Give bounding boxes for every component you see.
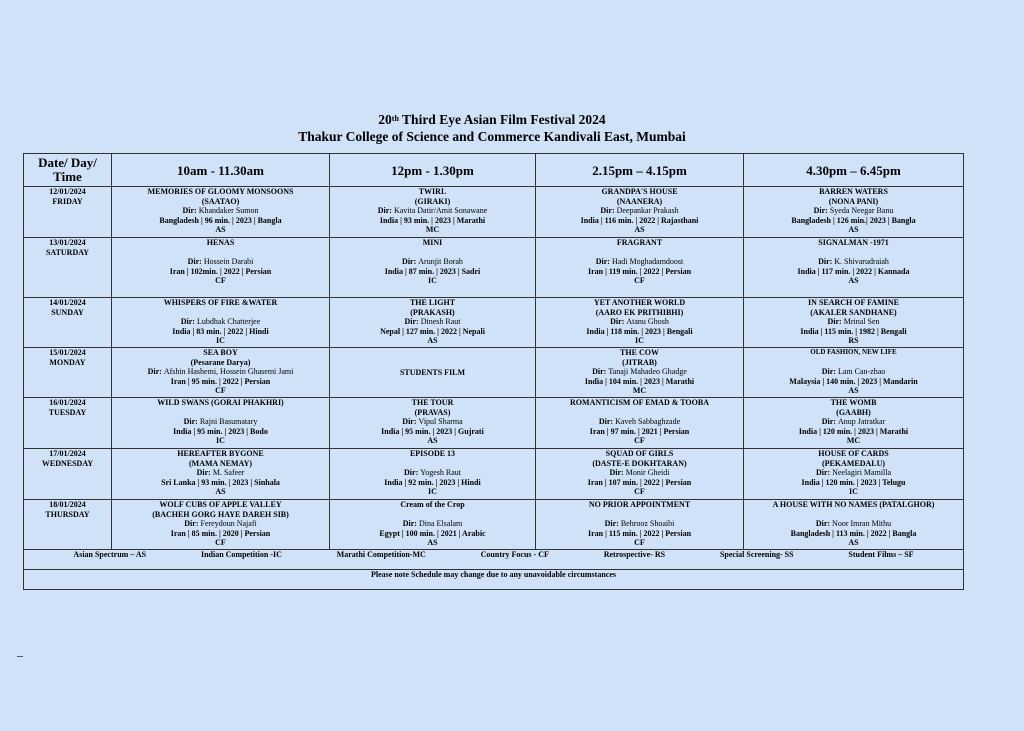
film-info: Nepal | 127 min. | 2022 | Nepali xyxy=(380,326,485,336)
film-info: Iran | 119 min. | 2022 | Persian xyxy=(587,266,692,276)
film-alt-title: (GAABH) xyxy=(836,407,871,417)
film-category-code: CF xyxy=(215,538,226,547)
title-text: Third Eye Asian Film Festival 2024 xyxy=(398,112,606,127)
film-info: India | 92 min. | 2023 | Hindi xyxy=(384,477,481,487)
film-info: India | 118 min. | 2023 | Bengali xyxy=(586,326,693,336)
director-name: Lam Can-zhao xyxy=(837,367,886,376)
film-cell xyxy=(744,348,964,398)
director-label: Dir: xyxy=(402,257,417,266)
film-director xyxy=(330,206,535,216)
film-info: Iran | 97 min. | 2021 | Persian xyxy=(589,426,690,436)
film-info: India | 95 min. | 2023 | Gujrati xyxy=(381,426,484,436)
film-cell xyxy=(112,398,330,449)
film-director xyxy=(744,317,963,327)
slot1-column-header: 10am - 11.30am xyxy=(112,154,330,187)
legend-row xyxy=(24,550,964,570)
film-cell xyxy=(112,348,330,398)
film-info: India | 87 min. | 2023 | Sadri xyxy=(384,266,481,276)
film-cell xyxy=(536,398,744,449)
film-cell xyxy=(744,238,964,298)
legend xyxy=(24,550,963,560)
film-category-code: CF xyxy=(634,487,645,496)
film-cell xyxy=(536,187,744,238)
date-text: 14/01/2024 xyxy=(49,298,86,307)
director-name: M. Safeer xyxy=(212,468,245,477)
film-cell xyxy=(744,500,964,550)
date-cell xyxy=(24,348,112,398)
director-label: Dir: xyxy=(402,417,417,426)
legend-item: Student Films – SF xyxy=(848,550,914,559)
film-director xyxy=(330,468,535,478)
film-info: Bangladesh | 96 min. | 2023 | Bangla xyxy=(159,215,282,225)
film-category-code: AS xyxy=(848,538,859,547)
film-category-code: AS xyxy=(848,276,859,285)
film-cell xyxy=(330,449,536,500)
director-name: Afshin Hashemi, Hossein Ghasemi Jami xyxy=(163,367,294,376)
film-info: Sri Lanka | 93 min. | 2023 | Sinhala xyxy=(161,477,280,487)
festival-title xyxy=(0,112,984,128)
date-cell xyxy=(24,398,112,449)
film-title: Cream of the Crop xyxy=(400,500,465,509)
film-category-code: IC xyxy=(428,487,437,496)
slot3-column-header: 2.15pm – 4.15pm xyxy=(536,154,744,187)
film-category-code: CF xyxy=(634,436,645,445)
director-name: Lubdhak Chatterjee xyxy=(196,317,261,326)
director-label: Dir: xyxy=(813,206,828,215)
film-category-code: CF xyxy=(634,538,645,547)
film-director xyxy=(330,519,535,529)
director-name: Kaveh Sabbaghzade xyxy=(615,417,681,426)
film-cell xyxy=(330,500,536,550)
film-alt-title xyxy=(330,248,535,258)
film-cell xyxy=(536,348,744,398)
film-category-code: CF xyxy=(634,276,645,285)
film-alt-title xyxy=(330,459,535,469)
film-title: YET ANOTHER WORLD xyxy=(593,298,686,307)
film-cell xyxy=(112,298,330,348)
film-cell xyxy=(744,298,964,348)
film-title: THE LIGHT xyxy=(409,298,456,307)
date-text: 15/01/2024 xyxy=(49,348,86,357)
film-title: FRAGRANT xyxy=(616,238,663,247)
film-alt-title xyxy=(112,308,329,318)
schedule-row xyxy=(24,449,964,500)
film-alt-title: (JITRAB) xyxy=(622,357,657,367)
film-title: OLD FASHION, NEW LIFE xyxy=(810,348,897,356)
film-info: Iran | 102min. | 2022 | Persian xyxy=(169,266,272,276)
film-director xyxy=(536,367,743,377)
film-alt-title xyxy=(330,510,535,520)
date-column-header: Date/ Day/ Time xyxy=(24,154,112,187)
schedule-table xyxy=(23,153,964,590)
film-alt-title: (GIRAKI) xyxy=(414,196,451,206)
director-label: Dir: xyxy=(183,417,198,426)
film-director xyxy=(330,417,535,427)
film-info: India | 95 min. | 2023 | Bodo xyxy=(173,426,268,436)
film-cell xyxy=(744,449,964,500)
film-title: A HOUSE WITH NO NAMES (PATALGHOR) xyxy=(772,500,935,509)
director-label: Dir: xyxy=(595,257,610,266)
film-cell xyxy=(744,398,964,449)
schedule-row xyxy=(24,238,964,298)
film-info: Egypt | 100 min. | 2021 | Arabic xyxy=(379,528,486,538)
director-label: Dir: xyxy=(815,519,831,528)
director-name: Deepankar Prakash xyxy=(616,206,679,215)
director-label: Dir: xyxy=(377,206,392,215)
director-label: Dir: xyxy=(827,317,842,326)
director-name: Kavita Datir/Amit Sonawane xyxy=(393,206,488,215)
date-text: 17/01/2024 xyxy=(49,449,86,458)
director-name: K. Shivarudraiah xyxy=(834,257,889,266)
film-info: India | 120 min. | 2023 | Telugu xyxy=(801,477,906,487)
director-label: Dir: xyxy=(184,519,199,528)
film-category-code: AS xyxy=(427,538,438,547)
director-label: Dir: xyxy=(604,519,619,528)
film-alt-title xyxy=(744,510,963,520)
date-cell xyxy=(24,449,112,500)
date-text: 12/01/2024 xyxy=(49,187,86,196)
date-text: 13/01/2024 xyxy=(49,238,86,247)
director-name: Yogesh Raut xyxy=(420,468,461,477)
legend-cell xyxy=(24,550,964,570)
director-label: Dir: xyxy=(610,317,625,326)
film-title: ROMANTICISM OF EMAD & TOOBA xyxy=(570,398,709,407)
day-text: TUESDAY xyxy=(48,407,87,417)
day-text: SATURDAY xyxy=(45,247,90,257)
director-label: Dir: xyxy=(600,206,615,215)
director-label: Dir: xyxy=(815,468,831,477)
film-title: GRANDPA'S HOUSE xyxy=(601,187,678,196)
film-category-code: CF xyxy=(215,386,226,395)
film-title: SQUAD OF GIRLS xyxy=(605,449,674,458)
film-info: India | 116 min. | 2022 | Rajasthani xyxy=(580,215,699,225)
film-director xyxy=(744,367,963,377)
schedule-note: Please note Schedule may change due to any unavoidable circumstances xyxy=(24,570,964,590)
film-title: WHISPERS OF FIRE &WATER xyxy=(163,298,278,307)
film-info: India | 93 min. | 2023 | Marathi xyxy=(379,215,486,225)
film-category-code: MC xyxy=(425,225,440,234)
schedule-row xyxy=(24,298,964,348)
title-number: 20 xyxy=(378,112,392,127)
film-category-code: IC xyxy=(216,336,225,345)
film-title: WOLF CUBS OF APPLE VALLEY xyxy=(159,500,282,509)
film-director xyxy=(744,206,963,216)
day-text: SUNDAY xyxy=(51,307,84,317)
film-director xyxy=(744,468,963,478)
director-name: Syeda Neegar Banu xyxy=(829,206,894,215)
legend-item: Asian Spectrum – AS xyxy=(73,550,147,559)
film-alt-title: (PRAVAS) xyxy=(414,407,451,417)
director-label: Dir: xyxy=(821,417,836,426)
header-row xyxy=(24,154,964,187)
director-name: Rajni Basumatary xyxy=(199,417,258,426)
film-info: Bangladesh | 113 min. | 2022 | Bangla xyxy=(790,528,917,538)
film-category-code: MC xyxy=(632,386,647,395)
film-category-code: RS xyxy=(848,336,859,345)
director-label: Dir: xyxy=(187,257,202,266)
director-label: Dir: xyxy=(609,468,624,477)
film-director xyxy=(536,257,743,267)
film-info: Iran | 85 min. | 2020 | Persian xyxy=(170,528,271,538)
legend-item: Country Focus - CF xyxy=(480,550,549,559)
film-director xyxy=(112,417,329,427)
director-name: Hadi Moghadamdoost xyxy=(611,257,684,266)
film-cell xyxy=(112,500,330,550)
film-alt-title: (NAANERA) xyxy=(616,196,663,206)
film-cell xyxy=(330,398,536,449)
film-category-code: AS xyxy=(848,225,859,234)
page-header xyxy=(0,112,984,145)
schedule-row xyxy=(24,348,964,398)
day-text: FRIDAY xyxy=(52,196,83,206)
film-alt-title: (PEKAMEDALU) xyxy=(821,458,886,468)
film-cell xyxy=(330,298,536,348)
film-director xyxy=(112,317,329,327)
film-title: EPISODE 13 xyxy=(409,449,456,458)
day-text: MONDAY xyxy=(49,357,86,367)
director-name: Behrooz Shoaibi xyxy=(620,519,675,528)
film-alt-title: (AARO EK PRITHIBHI) xyxy=(595,307,684,317)
film-cell xyxy=(330,187,536,238)
film-cell xyxy=(536,449,744,500)
film-alt-title xyxy=(744,358,963,368)
film-cell xyxy=(744,187,964,238)
film-title: TWIRL xyxy=(418,187,447,196)
film-alt-title xyxy=(536,248,743,258)
director-name: Noor Imran Mithu xyxy=(832,519,892,528)
director-name: Vipul Sharma xyxy=(418,417,463,426)
film-title: HEREAFTER BYGONE xyxy=(177,449,264,458)
film-info: India | 120 min. | 2023 | Marathi xyxy=(798,426,909,436)
film-alt-title: (BACHEH GORG HAYE DAREH SIB) xyxy=(152,509,289,519)
film-director xyxy=(536,468,743,478)
film-category-code: CF xyxy=(215,276,226,285)
director-label: Dir: xyxy=(182,206,197,215)
film-category-code: AS xyxy=(427,336,438,345)
film-title: SIGNALMAN -1971 xyxy=(818,238,889,247)
director-label: Dir: xyxy=(592,367,607,376)
film-alt-title xyxy=(536,408,743,418)
film-cell xyxy=(112,238,330,298)
film-director xyxy=(744,519,963,529)
director-name: Monir Gheidi xyxy=(625,468,670,477)
film-category-code: AS xyxy=(427,436,438,445)
director-name: Hossein Darabi xyxy=(203,257,254,266)
film-director xyxy=(330,257,535,267)
film-title: NO PRIOR APPOINTMENT xyxy=(588,500,691,509)
film-info: India | 83 min. | 2022 | Hindi xyxy=(172,326,269,336)
film-director xyxy=(744,417,963,427)
film-title: THE COW xyxy=(620,348,659,357)
film-info: Iran | 107 min. | 2022 | Persian xyxy=(587,477,692,487)
film-director xyxy=(536,417,743,427)
director-label: Dir: xyxy=(180,317,195,326)
director-name: Anup Jatratkar xyxy=(837,417,886,426)
film-info: Bangladesh | 126 min.| 2023 | Bangla xyxy=(791,215,916,225)
film-category-code: AS xyxy=(634,225,645,234)
legend-item: Special Screening- SS xyxy=(719,550,794,559)
legend-item: Marathi Competition-MC xyxy=(336,550,426,559)
date-cell xyxy=(24,500,112,550)
film-cell xyxy=(112,187,330,238)
special-screening-cell: STUDENTS FILM xyxy=(330,348,536,398)
venue-subtitle: Thakur College of Science and Commerce Kandivali East, Mumbai xyxy=(298,129,686,144)
director-name: Fereydoun Najafi xyxy=(200,519,257,528)
film-info: Iran | 95 min. | 2022 | Persian xyxy=(170,376,271,386)
film-title: HENAS xyxy=(206,238,235,247)
film-category-code: MC xyxy=(846,436,861,445)
film-info: India | 117 min. | 2022 | Kannada xyxy=(797,266,910,276)
film-title: WILD SWANS (GORAI PHAKHRI) xyxy=(157,398,284,407)
director-name: Dinesh Raut xyxy=(420,317,461,326)
film-title: IN SEARCH OF FAMINE xyxy=(808,298,899,307)
film-category-code: IC xyxy=(635,336,644,345)
director-label: Dir: xyxy=(147,367,162,376)
day-text: WEDNESDAY xyxy=(41,458,94,468)
film-title: SEA BOY xyxy=(203,348,238,357)
day-text: THURSDAY xyxy=(45,509,90,519)
film-alt-title: (Pesarane Darya) xyxy=(190,357,251,367)
schedule-row xyxy=(24,398,964,449)
director-name: Mrinal Sen xyxy=(843,317,880,326)
film-alt-title: (AKALER SANDHANE) xyxy=(810,307,897,317)
film-info: Iran | 115 min. | 2022 | Persian xyxy=(587,528,692,538)
director-label: Dir: xyxy=(598,417,614,426)
legend-item: Retrospective- RS xyxy=(603,550,666,559)
film-category-code: IC xyxy=(216,436,225,445)
director-name: Khandaker Sumon xyxy=(198,206,259,215)
director-label: Dir: xyxy=(402,519,417,528)
film-alt-title: (PRAKASH) xyxy=(410,307,455,317)
director-label: Dir: xyxy=(821,367,836,376)
date-text: 18/01/2024 xyxy=(49,500,86,509)
film-info: India | 115 min. | 1982 | Bengali xyxy=(800,326,907,336)
date-cell xyxy=(24,238,112,298)
date-cell xyxy=(24,187,112,238)
film-director xyxy=(112,468,329,478)
date-text: 16/01/2024 xyxy=(49,398,86,407)
film-director xyxy=(112,206,329,216)
film-director xyxy=(744,257,963,267)
film-alt-title: (SAATAO) xyxy=(201,196,240,206)
film-cell xyxy=(536,500,744,550)
schedule-row xyxy=(24,500,964,550)
director-label: Dir: xyxy=(404,317,419,326)
legend-item: Indian Competition -IC xyxy=(200,550,282,559)
film-alt-title xyxy=(536,510,743,520)
film-cell xyxy=(536,238,744,298)
film-title: THE WOMB xyxy=(830,398,877,407)
film-director xyxy=(536,206,743,216)
film-title: THE TOUR xyxy=(411,398,454,407)
film-alt-title xyxy=(112,248,329,258)
film-alt-title: (MAMA NEMAY) xyxy=(188,458,253,468)
film-category-code: AS xyxy=(848,386,859,395)
schedule-row xyxy=(24,187,964,238)
director-name: Dina Elsalam xyxy=(418,519,463,528)
film-title: HOUSE OF CARDS xyxy=(818,449,889,458)
film-info: India | 104 min. | 2023 | Marathi xyxy=(584,376,695,386)
film-info: Malaysia | 140 min. | 2023 | Mandarin xyxy=(789,376,918,386)
film-director xyxy=(536,317,743,327)
slot2-column-header: 12pm - 1.30pm xyxy=(330,154,536,187)
director-name: Neelagiri Mamilla xyxy=(832,468,892,477)
film-cell xyxy=(536,298,744,348)
director-name: Arunjit Borah xyxy=(418,257,463,266)
director-label: Dir: xyxy=(404,468,419,477)
film-alt-title: (NONA PANI) xyxy=(828,196,879,206)
director-name: Atanu Ghosh xyxy=(626,317,669,326)
film-title: MEMORIES OF GLOOMY MONSOONS xyxy=(147,187,294,196)
film-director xyxy=(112,257,329,267)
slot4-column-header: 4.30pm – 6.45pm xyxy=(744,154,964,187)
film-category-code: AS xyxy=(215,487,226,496)
film-category-code: IC xyxy=(428,276,437,285)
date-cell xyxy=(24,298,112,348)
film-cell xyxy=(112,449,330,500)
film-director xyxy=(330,317,535,327)
film-alt-title xyxy=(744,248,963,258)
film-title: BARREN WATERS xyxy=(819,187,888,196)
film-alt-title xyxy=(112,408,329,418)
film-category-code: IC xyxy=(849,487,858,496)
note-row xyxy=(24,570,964,590)
film-category-code: AS xyxy=(215,225,226,234)
director-name: Tanaji Mahadeo Ghadge xyxy=(608,367,687,376)
stray-dash: – xyxy=(17,648,23,662)
title-superscript: th xyxy=(391,114,399,123)
director-label: Dir: xyxy=(196,468,211,477)
film-director xyxy=(112,367,329,377)
film-director xyxy=(536,519,743,529)
film-title: MINI xyxy=(422,238,443,247)
film-director xyxy=(112,519,329,529)
film-cell xyxy=(330,238,536,298)
film-alt-title: (DASTE-E DOKHTARAN) xyxy=(592,458,687,468)
director-label: Dir: xyxy=(818,257,833,266)
